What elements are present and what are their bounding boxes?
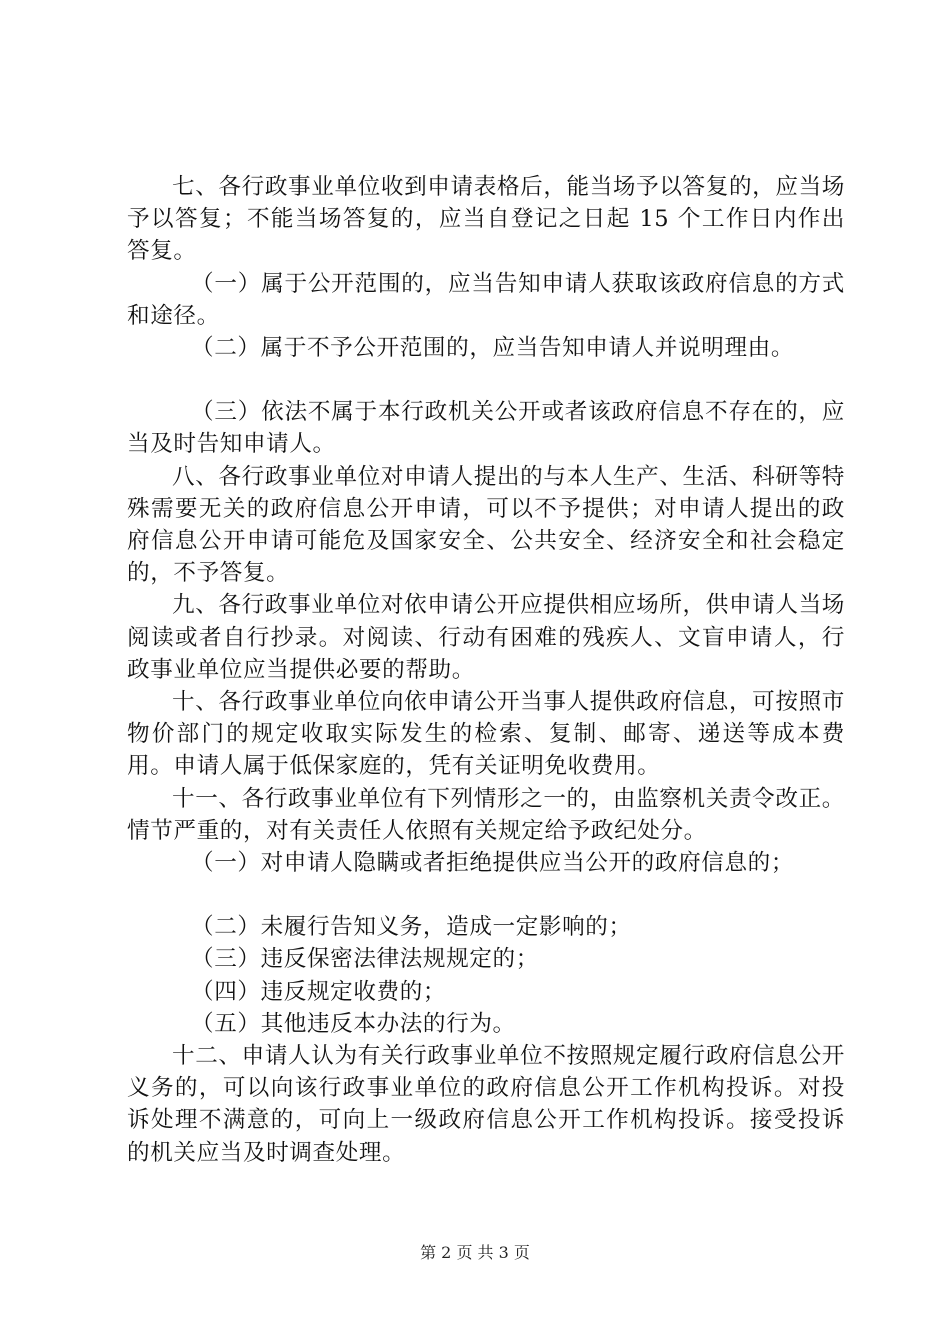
clause-7: 七、各行政事业单位收到申请表格后，能当场予以答复的，应当场予以答复；不能当场答复的，应当自登记之日起 15 个工作日内作出答复。 xyxy=(127,174,845,265)
clause-7-item-2: （二）属于不予公开范围的，应当告知申请人并说明理由。 xyxy=(191,335,795,362)
clause-11-item-4: （四）违反规定收费的； xyxy=(191,978,447,1005)
document-body xyxy=(127,171,845,1169)
clause-11-item-2: （二）未履行告知义务，造成一定影响的； xyxy=(191,914,632,941)
page-number-footer: 第 2 页 共 3 页 xyxy=(420,1243,530,1262)
clause-11-item-3: （三）违反保密法律法规规定的； xyxy=(191,946,539,973)
clause-10: 十、各行政事业单位向依申请公开当事人提供政府信息，可按照市物价部门的规定收取实际发生的检索、复制、邮寄、递送等成本费用。申请人属于低保家庭的，凭有关证明免收费用。 xyxy=(127,689,845,780)
clause-12: 十二、申请人认为有关行政事业单位不按照规定履行政府信息公开义务的，可以向该行政事业单位的政府信息公开工作机构投诉。对投诉处理不满意的，可向上一级政府信息公开工作机构投诉。接受投诉的机关应当及时调查处理。 xyxy=(127,1043,845,1166)
clause-7-item-1: （一）属于公开范围的，应当告知申请人获取该政府信息的方式和途径。 xyxy=(127,270,845,329)
clause-7-item-3: （三）依法不属于本行政机关公开或者该政府信息不存在的，应当及时告知申请人。 xyxy=(127,399,845,458)
clause-11-item-5: （五）其他违反本办法的行为。 xyxy=(191,1010,516,1037)
clause-8: 八、各行政事业单位对申请人提出的与本人生产、生活、科研等特殊需要无关的政府信息公开申请，可以不予提供；对申请人提出的政府信息公开申请可能危及国家安全、公共安全、经济安全和社会稳定的，不予答复。 xyxy=(127,463,845,587)
clause-11-item-1: （一）对申请人隐瞒或者拒绝提供应当公开的政府信息的； xyxy=(191,850,795,877)
clause-11: 十一、各行政事业单位有下列情形之一的，由监察机关责令改正。情节严重的，对有关责任人依照有关规定给予政纪处分。 xyxy=(127,785,845,844)
clause-9: 九、各行政事业单位对依申请公开应提供相应场所，供申请人当场阅读或者自行抄录。对阅读、行动有困难的残疾人、文盲申请人，行政事业单位应当提供必要的帮助。 xyxy=(127,592,845,683)
